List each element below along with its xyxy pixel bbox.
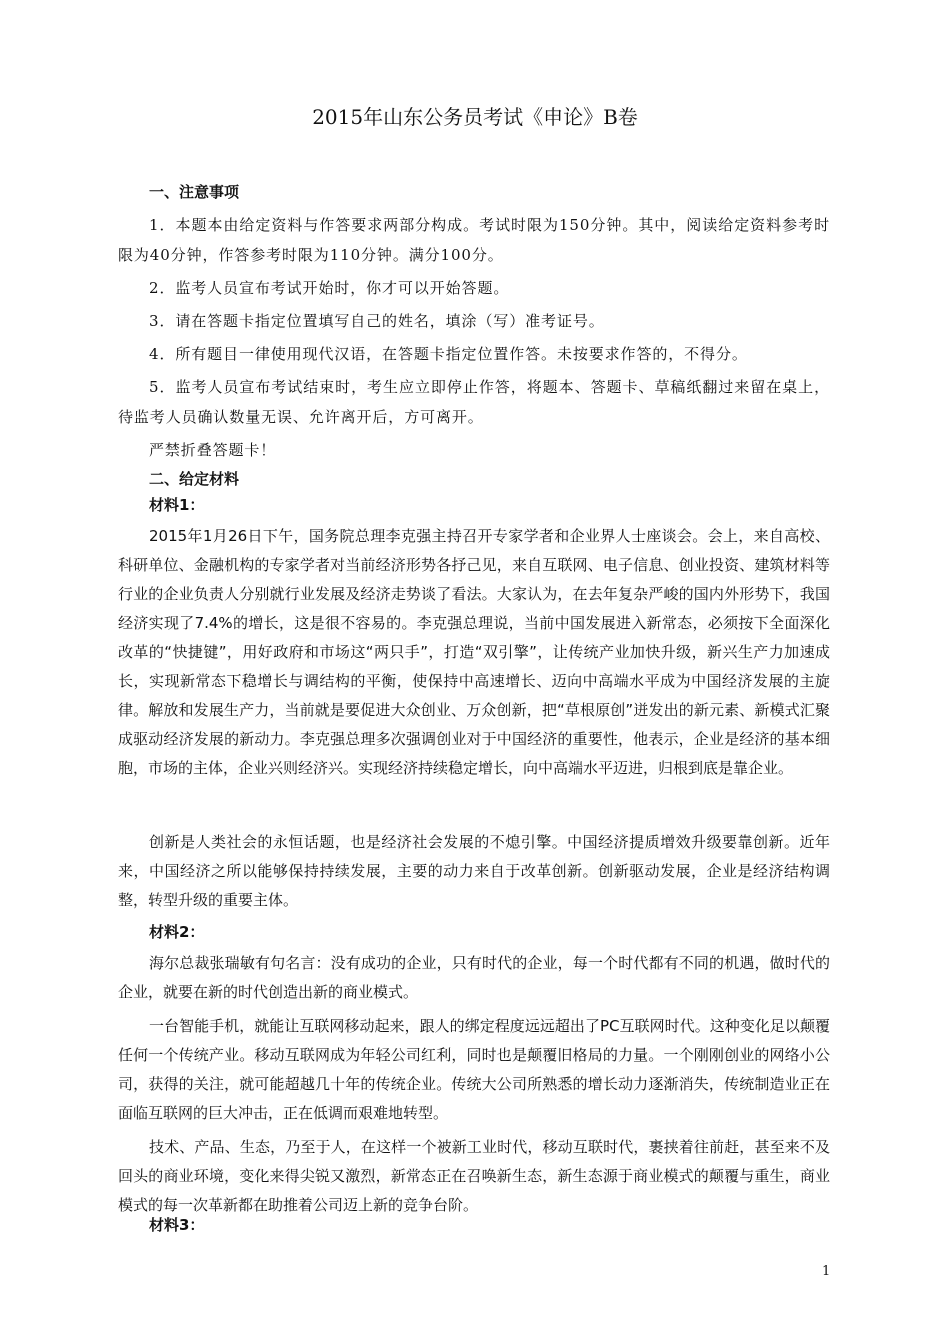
material-1-continued [118,828,830,915]
section-heading-materials: 二、给定材料 [149,470,240,488]
material-1 [118,492,830,783]
material-2-label: 材料2： [149,923,205,941]
material-2-paragraph-2: 一台智能手机，就能让互联网移动起来，跟人的绑定程度远远超出了PC互联网时代。这种变化足以颠覆任何一个传统产业。移动互联网成为年轻公司红利，同时也是颠覆旧格局的力量。一个刚刚创业的网络小公司，获得的关注，就可能超越几十年的传统企业。传统大公司所熟悉的增长动力逐渐消失，传统制造业正在面临互联网的巨大冲击，正在低调而艰难地转型。 [118,1017,830,1122]
notice-item-3: 3．请在答题卡指定位置填写自己的姓名，填涂（写）准考证号。 [149,312,605,330]
section-heading-notice: 一、注意事项 [149,183,240,201]
notice-item-4: 4．所有题目一律使用现代汉语，在答题卡指定位置作答。未按要求作答的，不得分。 [149,345,748,363]
material-3 [118,1212,830,1238]
notice-item-5: 5．监考人员宣布考试结束时，考生应立即停止作答，将题本、答题卡、草稿纸翻过来留在桌上，待监考人员确认数量无误、允许离开后，方可离开。 [118,378,830,426]
material-1-label: 材料1： [149,496,205,514]
page-number: 1 [822,1264,831,1279]
material-2-paragraph-1: 海尔总裁张瑞敏有句名言：没有成功的企业，只有时代的企业，每一个时代都有不同的机遇，做时代的企业，就要在新的时代创造出新的商业模式。 [118,954,830,1001]
material-1-paragraph-2: 创新是人类社会的永恒话题，也是经济社会发展的不熄引擎。中国经济提质增效升级要靠创新。近年来，中国经济之所以能够保持持续发展，主要的动力来自于改革创新。创新驱动发展，企业是经济结构调整，转型升级的重要主体。 [118,833,830,909]
material-3-label: 材料3： [149,1216,205,1234]
document-title: 2015年山东公务员考试《申论》B卷 [312,105,638,129]
notice-item-1: 1．本题本由给定资料与作答要求两部分构成。考试时限为150分钟。其中，阅读给定资料参考时限为40分钟，作答参考时限为110分钟。满分100分。 [118,216,830,264]
notice-item-2: 2．监考人员宣布考试开始时，你才可以开始答题。 [149,279,510,297]
notice-section [118,180,830,491]
material-2-paragraph-3: 技术、产品、生态，乃至于人，在这样一个被新工业时代，移动互联时代，裹挟着往前赶，甚至来不及回头的商业环境，变化来得尖锐又激烈，新常态正在召唤新生态，新生态源于商业模式的颠覆与重生，商业模式的每一次革新都在助推着公司迈上新的竞争台阶。 [118,1138,830,1214]
material-2 [118,919,830,1220]
notice-warning: 严禁折叠答题卡！ [149,441,277,459]
material-1-paragraph-1: 2015年1月26日下午，国务院总理李克强主持召开专家学者和企业界人士座谈会。会上，来自高校、科研单位、金融机构的专家学者对当前经济形势各抒己见，来自互联网、电子信息、创业投资、建筑材料等行业的企业负责人分别就行业发展及经济走势谈了看法。大家认为，在去年复杂严峻的国内外形势下，我国经济实现了7.4%的增长，这是很不容易的。李克强总理说，当前中国发展进入新常态，必须按下全面深化改革的“快捷键”，用好政府和市场这“两只手”，打造“双引擎”，让传统产业加快升级，新兴生产力加速成长，实现新常态下稳增长与调结构的平衡，使保持中高速增长、迈向中高端水平成为中国经济发展的主旋律。解放和发展生产力，当前就是要促进大众创业、万众创新，把“草根原创”迸发出的新元素、新模式汇聚成驱动经济发展的新动力。李克强总理多次强调创业对于中国经济的重要性，他表示，企业是经济的基本细胞，市场的主体，企业兴则经济兴。实现经济持续稳定增长，向中高端水平迈进，归根到底是靠企业。 [118,527,830,777]
